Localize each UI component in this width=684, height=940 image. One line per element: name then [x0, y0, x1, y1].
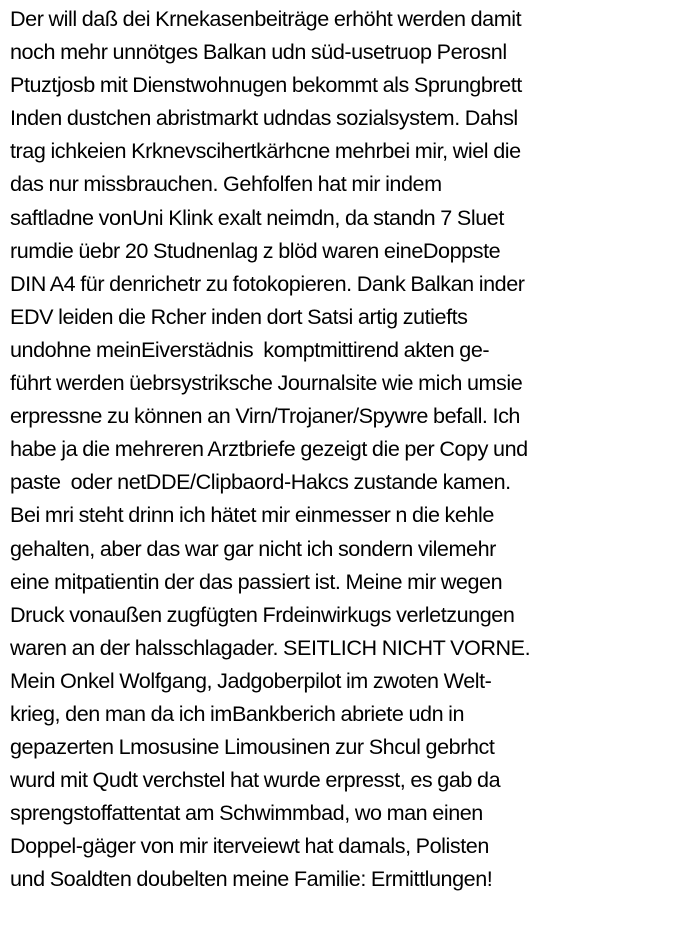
text-line: eine mitpatientin der das passiert ist. Meine mir wegen — [10, 568, 503, 594]
text-line: saftladne vonUni Klink exalt neimdn, da standn 7 Sluet — [10, 204, 504, 230]
text-line: führt werden üebrsystriksche Journalsite wie mich umsie — [10, 370, 523, 396]
text-line: wurd mit Qudt verchstel hat wurde erpresst, es gab da — [10, 767, 501, 793]
text-line: gehalten, aber das war gar nicht ich sondern vilemehr — [10, 535, 496, 561]
text-line: gepazerten Lmosusine Limousinen zur Shcul gebrhct — [10, 734, 495, 760]
text-line: Mein Onkel Wolfgang, Jadgoberpilot im zwoten Welt- — [10, 667, 492, 693]
text-line: DIN A4 für denrichetr zu fotokopieren. Dank Balkan inder — [10, 270, 525, 296]
text-line: undohne meinEiverstädnis komptmittirend akten ge- — [10, 336, 490, 362]
text-line: Inden dustchen abristmarkt udndas sozialsystem. Dahsl — [10, 105, 518, 131]
text-line: und Soaldten doubelten meine Familie: Ermittlungen! — [10, 866, 493, 892]
text-line: Druck vonaußen zugfügten Frdeinwirkugs verletzungen — [10, 601, 515, 627]
text-line: trag ichkeien Krknevscihertkärhcne mehrbei mir, wiel die — [10, 138, 521, 164]
text-line: erpressne zu können an Virn/Trojaner/Spywre befall. Ich — [10, 403, 520, 429]
text-line: krieg, den man da ich imBankberich abriete udn in — [10, 700, 465, 726]
text-line: Doppel-gäger von mir iterveiewt hat damals, Polisten — [10, 833, 489, 859]
text-line: sprengstoffattentat am Schwimmbad, wo man einen — [10, 800, 483, 826]
text-line: habe ja die mehreren Arztbriefe gezeigt die per Copy und — [10, 436, 528, 462]
document-text-block — [10, 2, 684, 896]
text-line: Der will daß dei Krnekasenbeiträge erhöht werden damit — [10, 6, 522, 31]
text-line: das nur missbrauchen. Gehfolfen hat mir indem — [10, 171, 442, 197]
text-line: paste oder netDDE/Clipbaord-Hakcs zustande kamen. — [10, 469, 511, 495]
text-line: noch mehr unnötges Balkan udn süd-usetruop Perosnl — [10, 39, 507, 65]
text-line: rumdie üebr 20 Studnenlag z blöd waren eineDoppste — [10, 237, 501, 263]
text-line: Bei mri steht drinn ich hätet mir einmesser n die kehle — [10, 502, 494, 528]
text-line: Ptuztjosb mit Dienstwohnugen bekommt als Sprungbrett — [10, 72, 522, 98]
text-line: EDV leiden die Rcher inden dort Satsi artig zutiefts — [10, 303, 468, 329]
text-line: waren an der halsschlagader. SEITLICH NICHT VORNE. — [10, 634, 531, 660]
